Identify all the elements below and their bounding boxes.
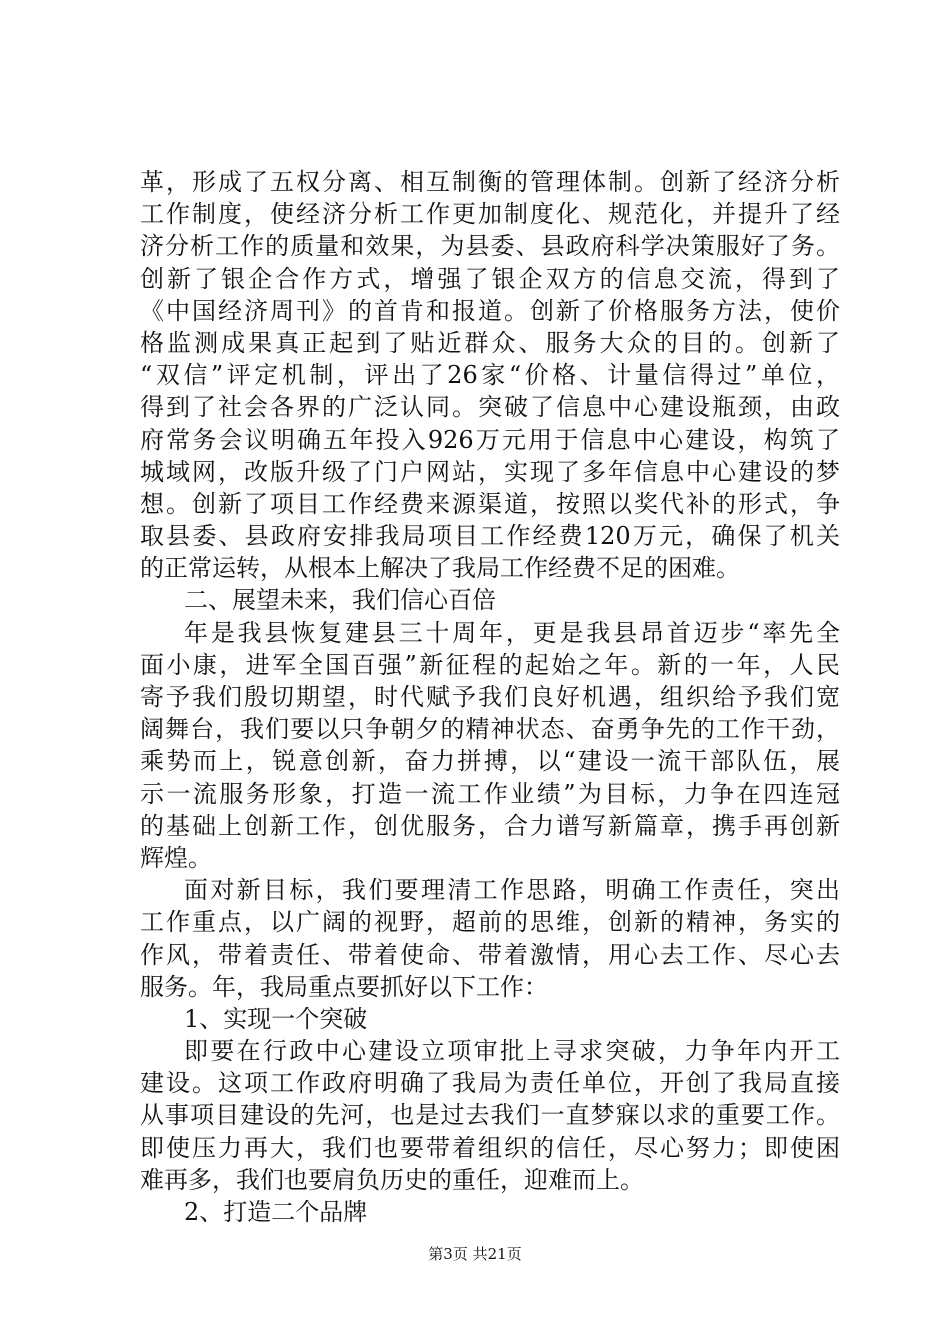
text-line: 从事项目建设的先河，也是过去我们一直梦寐以求的重要工作。 [140, 1101, 840, 1130]
text-line: 想。创新了项目工作经费来源渠道，按照以奖代补的形式，争 [140, 489, 840, 518]
text-line: 2、打造二个品牌 [184, 1198, 368, 1226]
text-line: 得到了社会各界的广泛认同。突破了信息中心建设瓶颈，由政 [140, 393, 840, 422]
text-line: 示一流服务形象，打造一流工作业绩”为目标，力争在四连冠 [140, 779, 840, 808]
text-line: 面对新目标，我们要理清工作思路，明确工作责任，突出 [184, 876, 840, 905]
text-line: 《中国经济周刊》的首肯和报道。创新了价格服务方法，使价 [140, 296, 840, 325]
text-line: 难再多，我们也要肩负历史的重任，迎难而上。 [140, 1165, 644, 1194]
text-line: 建设。这项工作政府明确了我局为责任单位，开创了我局直接 [140, 1069, 840, 1098]
text-line: 作风，带着责任、带着使命、带着激情，用心去工作、尽心去 [140, 940, 840, 969]
text-line: 年是我县恢复建县三十周年，更是我县昂首迈步“率先全 [184, 618, 840, 647]
text-line: 济分析工作的质量和效果，为县委、县政府科学决策服好了务。 [140, 232, 840, 261]
page-footer: 第3页 共21页 [428, 1245, 522, 1263]
text-line: 的正常运转，从根本上解决了我局工作经费不足的困难。 [140, 554, 740, 583]
text-line: 二、展望未来，我们信心百倍 [184, 586, 496, 615]
text-line: 府常务会议明确五年投入926万元用于信息中心建设，构筑了 [140, 425, 840, 454]
text-line: 即使压力再大，我们也要带着组织的信任，尽心努力；即使困 [140, 1133, 840, 1162]
text-line: 工作制度，使经济分析工作更加制度化、规范化，并提升了经 [140, 200, 840, 229]
text-line: “双信”评定机制，评出了26家“价格、计量信得过”单位， [140, 361, 840, 390]
text-line: 即要在行政中心建设立项审批上寻求突破，力争年内开工 [184, 1037, 840, 1066]
document-body [140, 166, 840, 1228]
text-line: 城域网，改版升级了门户网站，实现了多年信息中心建设的梦 [140, 457, 840, 486]
text-line: 辉煌。 [140, 843, 212, 872]
text-line: 面小康，进军全国百强”新征程的起始之年。新的一年，人民 [140, 650, 840, 679]
text-line: 服务。年，我局重点要抓好以下工作： [140, 972, 548, 1001]
text-line: 革，形成了五权分离、相互制衡的管理体制。创新了经济分析 [140, 168, 840, 196]
text-line: 寄予我们殷切期望，时代赋予我们良好机遇，组织给予我们宽 [140, 683, 840, 711]
text-line: 1、实现一个突破 [184, 1004, 368, 1033]
text-line: 取县委、县政府安排我局项目工作经费120万元，确保了机关 [140, 522, 840, 551]
text-line: 工作重点，以广阔的视野，超前的思维，创新的精神，务实的 [140, 908, 840, 937]
text-line: 阔舞台，我们要以只争朝夕的精神状态、奋勇争先的工作干劲， [140, 715, 840, 744]
text-line: 创新了银企合作方式，增强了银企双方的信息交流，得到了 [140, 264, 840, 293]
text-line: 的基础上创新工作，创优服务，合力谱写新篇章，携手再创新 [140, 811, 840, 840]
text-line: 格监测成果真正起到了贴近群众、服务大众的目的。创新了 [140, 328, 840, 357]
text-line: 乘势而上，锐意创新，奋力拼搏，以“建设一流干部队伍，展 [140, 747, 840, 776]
